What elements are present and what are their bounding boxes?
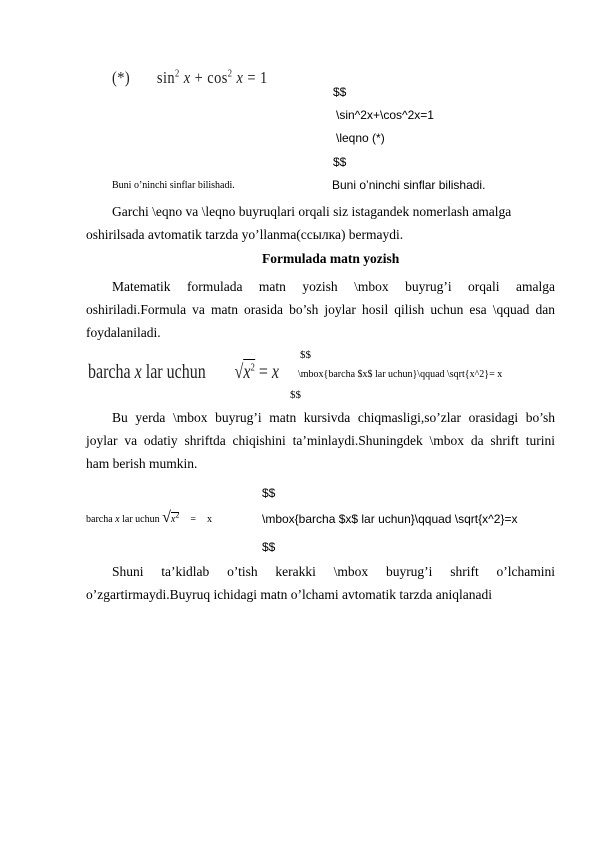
formula-rhs: x	[206, 514, 212, 525]
formula-sin-exp: 2	[175, 68, 180, 80]
paragraph-line: oshirilsada avtomatik tarzda yo’llanma(ссылка) bermaydi.	[86, 227, 404, 242]
formula-image-sqrt-large	[88, 361, 279, 384]
formula-word: barcha	[88, 361, 131, 383]
latex-line: \sin^2x+\cos^2x=1	[336, 108, 434, 122]
formula-x2: x	[243, 361, 251, 383]
paragraph-mbox-explain	[86, 406, 555, 475]
paragraph-line: oshiriladi.Formula va matn orasida bo’sh joylar hosil qilish uchun esa \qquad dan	[86, 302, 555, 317]
paragraph-line: joylar va odatiy shriftda chiqishini ta’minlaydi.Shuningdek \mbox da shrift turini	[86, 433, 555, 448]
paragraph-line: Bu yerda \mbox buyrug’i matn kursivda chiqmasligi,so’zlar orasidagi bo’sh	[112, 410, 555, 425]
formula-var-x: x	[183, 68, 191, 87]
sqrt-sign-icon: √	[234, 361, 244, 383]
paragraph-line: o’zgartirmaydi.Buyruq ichidagi matn o’lchami avtomatik tarzda aniqlanadi	[86, 587, 492, 602]
formula-image-sin-cos	[112, 68, 268, 88]
latex-line: \mbox{barcha $x$ lar uchun}\qquad \sqrt{x^2}=x	[262, 512, 518, 526]
formula-var-x: x	[236, 68, 244, 87]
paragraph-line: foydalaniladi.	[86, 325, 161, 340]
formula-image-sqrt-small	[86, 509, 212, 527]
formula-rest: lar uchun	[145, 361, 206, 383]
formula-x2: x	[170, 514, 176, 525]
formula-rest: lar uchun	[122, 514, 160, 525]
formula-eq: =	[247, 68, 256, 87]
section-heading: Formulada matn yozish	[262, 251, 400, 266]
latex-line: \mbox{barcha $x$ lar uchun}\qquad \sqrt{x^2}= x	[298, 369, 503, 380]
paragraph-line: Shuni ta’kidlab o’tish kerakki \mbox buyrug’i shrift o’lchamini	[112, 564, 555, 579]
latex-line: $$	[262, 486, 276, 500]
formula-one: 1	[260, 68, 268, 87]
caption-large: Buni o’ninchi sinflar bilishadi.	[332, 178, 486, 192]
paragraph-mbox-size	[86, 560, 555, 606]
latex-line: $$	[262, 540, 276, 554]
sqrt-sign-icon: √	[162, 509, 171, 526]
paragraph-line: Garchi \eqno va \leqno buyruqlari orqali siz istagandek nomerlash amalga	[112, 204, 512, 219]
latex-line: $$	[333, 155, 347, 169]
formula-word: barcha	[86, 514, 113, 525]
formula-cos: cos	[207, 68, 228, 87]
latex-line: \leqno (*)	[336, 131, 385, 145]
paragraph-mbox-intro	[86, 275, 555, 344]
formula-var-x: x	[115, 514, 120, 525]
paragraph-numbering	[86, 200, 555, 246]
formula-label: (*)	[112, 68, 131, 87]
paragraph-line: ham berish mumkin.	[86, 456, 198, 471]
formula-exp: 2	[250, 361, 255, 374]
formula-exp: 2	[175, 510, 180, 520]
paragraph-line: Matematik formulada matn yozish \mbox buyrug’i orqali amalga	[112, 279, 555, 294]
latex-line: $$	[333, 85, 347, 99]
formula-eq: =	[190, 514, 196, 525]
latex-line: $$	[300, 349, 311, 361]
formula-var-x: x	[134, 361, 142, 383]
formula-sin: sin	[156, 68, 176, 87]
formula-cos-exp: 2	[227, 68, 233, 80]
formula-plus: +	[194, 68, 204, 87]
latex-line: $$	[290, 389, 301, 401]
formula-rhs: x	[271, 361, 279, 383]
caption-small: Buni o’ninchi sinflar bilishadi.	[112, 180, 235, 191]
formula-eq: =	[258, 361, 268, 383]
